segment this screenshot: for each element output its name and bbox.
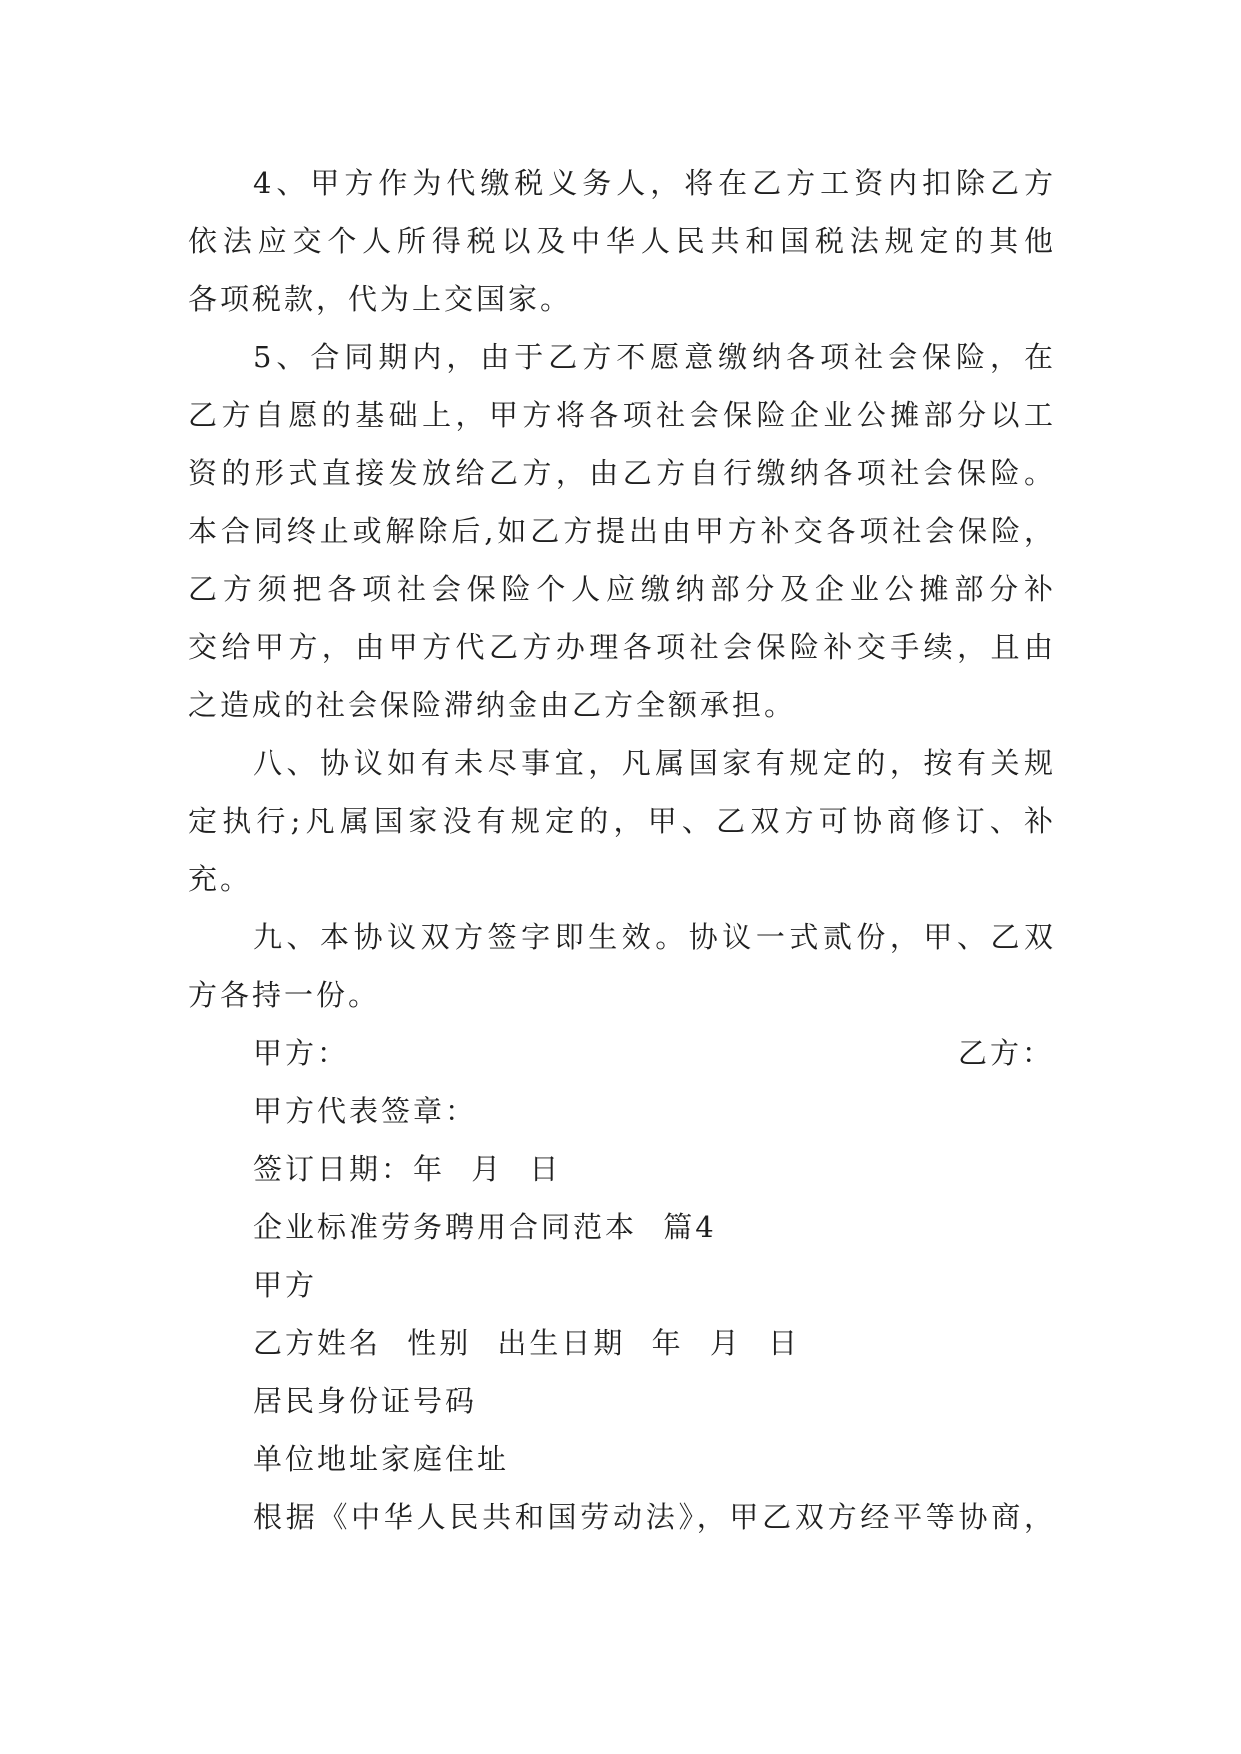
next-contract-section bbox=[188, 1198, 1053, 1546]
party-b-label: 乙方： bbox=[958, 1036, 1055, 1070]
contract-intro-line: 根据《中华人民共和国劳动法》，甲乙双方经平等协商， bbox=[253, 1500, 1053, 1534]
clause-paragraph-8 bbox=[188, 734, 1053, 908]
contract-heading: 企业标准劳务聘用合同范本 篇4 bbox=[253, 1210, 717, 1244]
paragraph-line: 之造成的社会保险滞纳金由乙方全额承担。 bbox=[188, 688, 797, 722]
signature-parties-row bbox=[188, 1024, 1053, 1082]
signature-block bbox=[188, 1024, 1053, 1198]
document-body bbox=[188, 154, 1053, 1546]
sign-date-line: 签订日期：年 月 日 bbox=[253, 1152, 562, 1186]
party-a-representative-label: 甲方代表签章： bbox=[253, 1094, 478, 1128]
clause-paragraph-4 bbox=[188, 154, 1053, 328]
paragraph-line: 九、本协议双方签字即生效。协议一式贰份，甲、乙双 bbox=[253, 920, 1053, 954]
party-a-line: 甲方 bbox=[253, 1268, 318, 1302]
paragraph-line: 乙方自愿的基础上，甲方将各项社会保险企业公摊部分以工 bbox=[188, 398, 1053, 432]
paragraph-line: 定执行;凡属国家没有规定的，甲、乙双方可协商修订、补 bbox=[188, 804, 1053, 838]
clause-paragraph-9 bbox=[188, 908, 1053, 1024]
paragraph-line: 各项税款，代为上交国家。 bbox=[188, 282, 573, 316]
paragraph-line: 5、合同期内，由于乙方不愿意缴纳各项社会保险，在 bbox=[253, 340, 1053, 374]
paragraph-line: 乙方须把各项社会保险个人应缴纳部分及企业公摊部分补 bbox=[188, 572, 1053, 606]
paragraph-line: 充。 bbox=[188, 862, 253, 896]
paragraph-line: 八、协议如有未尽事宜，凡属国家有规定的，按有关规 bbox=[253, 746, 1053, 780]
party-a-label: 甲方： bbox=[253, 1036, 350, 1070]
paragraph-line: 资的形式直接发放给乙方，由乙方自行缴纳各项社会保险。 bbox=[188, 456, 1053, 490]
paragraph-line: 4、甲方作为代缴税义务人，将在乙方工资内扣除乙方 bbox=[253, 166, 1053, 200]
paragraph-line: 本合同终止或解除后,如乙方提出由甲方补交各项社会保险， bbox=[188, 514, 1053, 548]
clause-paragraph-5 bbox=[188, 328, 1053, 734]
paragraph-line: 依法应交个人所得税以及中华人民共和国税法规定的其他 bbox=[188, 224, 1053, 258]
paragraph-line: 方各持一份。 bbox=[188, 978, 381, 1012]
address-line: 单位地址家庭住址 bbox=[253, 1442, 510, 1476]
party-b-info-line: 乙方姓名 性别 出生日期 年 月 日 bbox=[253, 1326, 801, 1360]
paragraph-line: 交给甲方，由甲方代乙方办理各项社会保险补交手续，且由 bbox=[188, 630, 1053, 664]
id-number-line: 居民身份证号码 bbox=[253, 1384, 478, 1418]
